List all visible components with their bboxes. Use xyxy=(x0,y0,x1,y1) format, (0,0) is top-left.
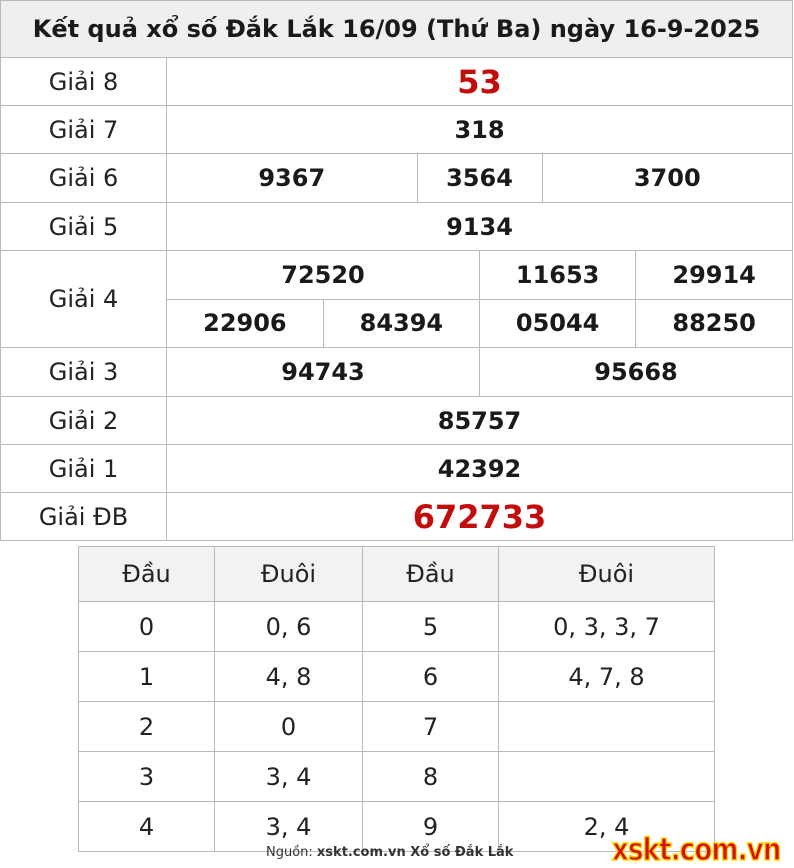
table-cell: 0 xyxy=(215,702,363,752)
prize-number: 9134 xyxy=(167,203,793,251)
table-cell: 0, 3, 3, 7 xyxy=(499,602,715,652)
prize-number: 3700 xyxy=(542,154,792,202)
dau-duoi-table xyxy=(78,546,715,852)
prize-row-3 xyxy=(1,348,793,397)
table-cell: 2, 4 xyxy=(499,802,715,852)
table-row xyxy=(79,702,715,752)
prize-4-grid xyxy=(167,251,792,347)
column-header: Đầu xyxy=(79,547,215,602)
table-cell: 0 xyxy=(79,602,215,652)
prize-number: 11653 xyxy=(480,251,636,299)
prize-number: 05044 xyxy=(480,299,636,347)
column-header: Đầu xyxy=(363,547,499,602)
prize-number: 9367 xyxy=(258,164,326,192)
prize-row-5 xyxy=(1,203,793,251)
table-cell: 9 xyxy=(363,802,499,852)
prize-row-4 xyxy=(1,251,793,348)
source-suffix: Xổ số Đắk Lắk xyxy=(405,845,514,860)
column-header: Đuôi xyxy=(499,547,715,602)
table-cell: 4, 7, 8 xyxy=(499,652,715,702)
prize-3-grid xyxy=(167,348,792,396)
table-cell: 7 xyxy=(363,702,499,752)
table-cell: 2 xyxy=(79,702,215,752)
table-row xyxy=(79,652,715,702)
prize-row-7 xyxy=(1,106,793,154)
prize-row-6 xyxy=(1,154,793,203)
prize-6-grid xyxy=(167,154,792,202)
prize-number: 53 xyxy=(167,58,793,106)
table-cell xyxy=(499,752,715,802)
table-cell: 4, 8 xyxy=(215,652,363,702)
table-cell: 3 xyxy=(79,752,215,802)
prize-label: Giải 1 xyxy=(1,445,167,493)
prize-number: 3564 xyxy=(417,154,542,202)
table-cell: 8 xyxy=(363,752,499,802)
source-link[interactable]: xskt.com.vn xyxy=(316,845,406,860)
prize-number: 29914 xyxy=(636,251,792,299)
prize-label: Giải 4 xyxy=(1,251,167,348)
page-title: Kết quả xổ số Đắk Lắk 16/09 (Thứ Ba) ngày 16-9-2025 xyxy=(1,1,793,58)
prize-row-8 xyxy=(1,58,793,106)
prize-label: Giải 8 xyxy=(1,58,167,106)
column-header: Đuôi xyxy=(215,547,363,602)
prize-label: Giải 2 xyxy=(1,397,167,445)
table-cell: 0, 6 xyxy=(215,602,363,652)
prize-row-2 xyxy=(1,397,793,445)
special-prize-number: 672733 xyxy=(167,493,793,541)
table-cell: 4 xyxy=(79,802,215,852)
source-prefix: Nguồn: xyxy=(266,845,317,860)
prize-number: 85757 xyxy=(167,397,793,445)
prize-label: Giải ĐB xyxy=(1,493,167,541)
table-row xyxy=(79,602,715,652)
prize-label: Giải 7 xyxy=(1,106,167,154)
site-logo: xskt.com.vn xyxy=(612,832,781,868)
prize-label: Giải 6 xyxy=(1,154,167,203)
prize-number: 72520 xyxy=(281,260,365,289)
prize-row-special xyxy=(1,493,793,541)
table-cell: 1 xyxy=(79,652,215,702)
prize-label: Giải 5 xyxy=(1,203,167,251)
prize-number: 42392 xyxy=(167,445,793,493)
prize-number: 84394 xyxy=(323,299,479,347)
table-row xyxy=(79,752,715,802)
table-cell: 6 xyxy=(363,652,499,702)
prize-label: Giải 3 xyxy=(1,348,167,397)
prize-number: 318 xyxy=(167,106,793,154)
table-cell: 3, 4 xyxy=(215,752,363,802)
table-cell: 5 xyxy=(363,602,499,652)
prize-row-1 xyxy=(1,445,793,493)
prize-number: 22906 xyxy=(167,299,323,347)
table-cell: 3, 4 xyxy=(215,802,363,852)
prize-number: 88250 xyxy=(636,299,792,347)
prize-number: 95668 xyxy=(480,348,793,396)
table-cell xyxy=(499,702,715,752)
source-footer xyxy=(266,845,513,860)
prize-number: 94743 xyxy=(281,358,365,386)
